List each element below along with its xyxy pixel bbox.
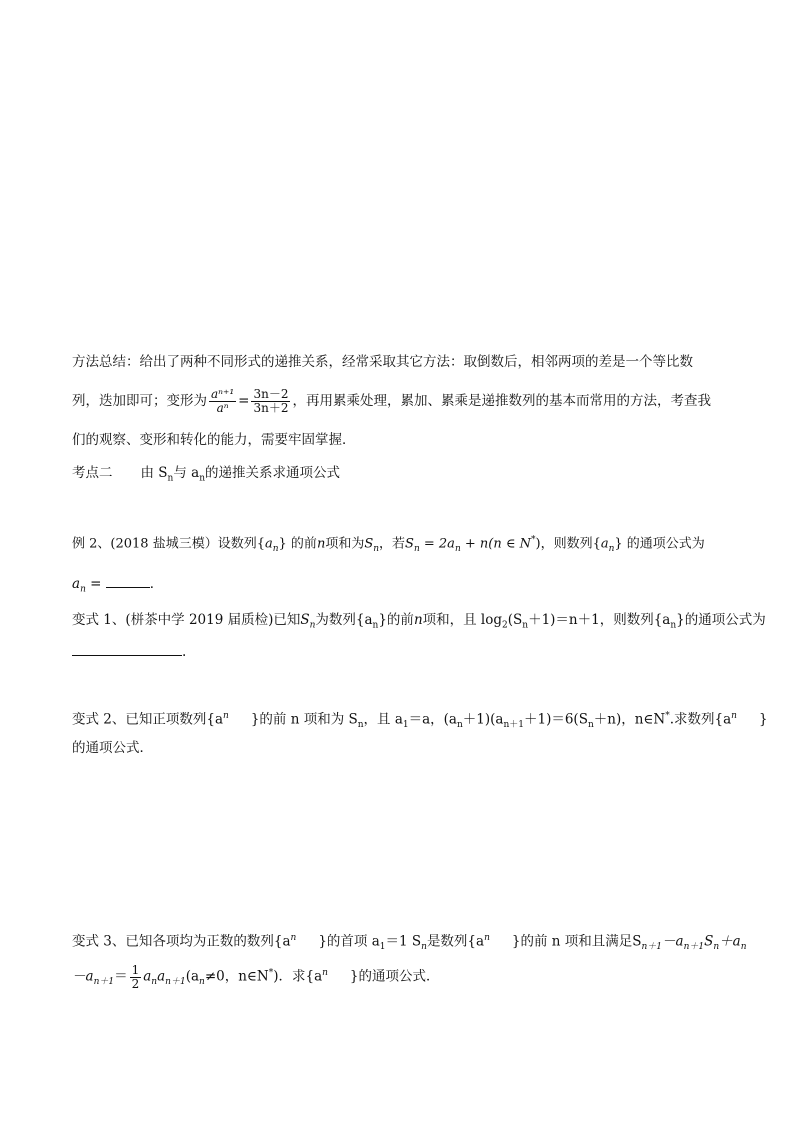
variant-text: }的通项公式．	[349, 968, 440, 985]
subscript: n	[272, 543, 279, 554]
fraction-a-ratio	[209, 388, 236, 415]
subscript: 1	[402, 720, 409, 731]
summary-line-2	[72, 386, 711, 416]
subscript: n	[713, 942, 720, 953]
variant-text: (a	[185, 968, 200, 985]
variant-text: }的前	[378, 612, 414, 628]
fraction-den: aⁿ	[216, 401, 229, 415]
superscript: n	[484, 933, 490, 943]
math-n: n	[413, 612, 423, 628]
variant-3-line-2	[72, 958, 440, 997]
variant-text: 是数列{a	[426, 933, 485, 950]
section-heading	[72, 463, 340, 489]
variant-text: －a	[662, 933, 684, 950]
subscript: n＋1	[93, 977, 115, 988]
subscript: n	[421, 942, 427, 953]
superscript: n	[290, 933, 297, 943]
variant-text: 变式 1、(栟茶中学 2019 届质检)已知	[72, 612, 301, 628]
variant-text: S	[704, 933, 714, 950]
subscript: n＋1	[683, 942, 705, 953]
variant-2-line-2: 的通项公式．	[72, 740, 153, 756]
example-text: 项和为	[325, 536, 365, 552]
fraction-num: 1	[131, 962, 140, 977]
variant-1-line-2	[72, 642, 186, 662]
example-text: } 的前	[278, 536, 317, 552]
example-text: ，则数列{	[540, 536, 601, 552]
math-a: a	[600, 536, 609, 552]
variant-text: ＋1)＝n＋1，则数列{a	[528, 612, 671, 628]
subscript: n	[372, 620, 379, 631]
subscript: n	[151, 977, 158, 988]
subscript: n	[740, 942, 747, 953]
variant-text: }的通项公式为	[676, 612, 766, 628]
fraction-one-half	[130, 964, 142, 991]
summary-line-2-b: ，再用累乘处理，累加、累乘是递推数列的基本而常用的方法，考查我	[292, 393, 711, 409]
variant-text: ＝a，(a	[408, 711, 457, 728]
variant-text: }的前 n 项和为 S	[250, 711, 358, 728]
formula: S	[405, 536, 414, 552]
equals-sign: =	[85, 576, 106, 592]
example-text: 例 2、(2018 盐城三模）设数列{	[72, 536, 265, 552]
summary-line-3: 们的观察、变形和转化的能力，需要牢固掌握．	[72, 432, 356, 448]
heading-text-pre: 由 S	[140, 465, 168, 481]
variant-text: 变式 3、已知各项均为正数的数列{a	[72, 933, 291, 950]
variant-text: a	[143, 968, 152, 985]
math-s: S	[364, 536, 374, 552]
subscript: n	[670, 620, 677, 631]
subscript: n＋1	[165, 977, 186, 988]
formula: = 2a	[419, 536, 455, 552]
fraction-den: 3n＋2	[253, 401, 289, 415]
example-2-line-1	[72, 530, 705, 559]
superscript: n	[731, 711, 737, 721]
subscript: n	[454, 543, 461, 554]
subscript: 2	[502, 620, 508, 631]
example-text: ，若	[379, 536, 406, 552]
summary-line-1: 方法总结：给出了两种不同形式的递推关系，经常采取其它方法：取倒数后，相邻两项的差是一个等比数	[72, 354, 693, 370]
superscript: *	[530, 535, 536, 545]
variant-2-line-1	[72, 706, 768, 735]
summary-line-2-a: 列，迭加即可；变形为	[72, 393, 207, 409]
answer-blank[interactable]	[106, 587, 150, 588]
fraction-3n	[251, 388, 290, 415]
variant-text: ＋n)，n∈N	[593, 711, 666, 728]
subscript: n	[413, 543, 420, 554]
subscript: n	[357, 720, 364, 731]
heading-text-mid: 与 a	[173, 465, 200, 481]
variant-text: }的前 n 项和且满足S	[511, 933, 642, 950]
variant-text: }	[758, 711, 768, 728]
formula: )	[535, 536, 541, 552]
subscript: n	[199, 977, 205, 988]
variant-text: ≠0，n∈N	[204, 968, 269, 985]
subscript: n	[373, 543, 380, 554]
math-s: S	[300, 612, 310, 628]
subscript: n＋1	[503, 720, 524, 731]
period: .	[182, 644, 187, 660]
variant-text: ＋1)＝6(S	[523, 711, 588, 728]
variant-text: .求数列{a	[669, 711, 732, 728]
subscript: n	[587, 720, 594, 731]
equals-sign: =	[238, 393, 250, 409]
subscript: n	[199, 473, 205, 484]
subscript: n	[167, 473, 174, 484]
formula: + n(n ∈ N	[460, 536, 531, 552]
variant-text: 项和，且 log	[422, 612, 503, 628]
subscript: 1	[379, 942, 386, 953]
superscript: *	[268, 968, 274, 978]
answer-blank[interactable]	[72, 655, 182, 656]
variant-text: ＋a	[719, 933, 741, 950]
variant-text: ＋1)(a	[462, 711, 504, 728]
subscript: n	[309, 620, 316, 631]
variant-text: )．求{a	[273, 968, 323, 985]
example-text: } 的通项公式为	[614, 536, 705, 552]
superscript: *	[665, 711, 670, 721]
subscript: n	[456, 720, 463, 731]
math-n: n	[316, 536, 326, 552]
subscript: n	[608, 543, 615, 554]
variant-text: 为数列{a	[315, 612, 373, 628]
variant-text: ，且 a	[363, 711, 403, 728]
superscript: n	[223, 711, 229, 721]
example-2-answer	[72, 574, 163, 600]
variant-text: ＝1 S	[385, 933, 422, 950]
variant-text: －a	[72, 968, 94, 985]
variant-3-line-1	[72, 928, 747, 957]
variant-text: }的首项 a	[318, 933, 380, 950]
fraction-num: 3n－2	[253, 387, 289, 401]
equals-sign: ＝	[114, 968, 128, 985]
subscript: n	[522, 620, 529, 631]
variant-text: a	[157, 968, 166, 985]
heading-text-post: 的递推关系求通项公式	[204, 465, 340, 481]
variant-text: 变式 2、已知正项数列{a	[72, 711, 224, 728]
fraction-num: aⁿ⁺¹	[211, 387, 235, 401]
fraction-den: 2	[131, 976, 140, 991]
period: ．	[149, 576, 164, 592]
subscript: n	[80, 584, 86, 595]
variant-1-line-1	[72, 610, 766, 636]
variant-text: (S	[507, 612, 523, 628]
math-a: a	[264, 536, 273, 552]
math-a: a	[72, 576, 81, 592]
subscript: n＋1	[641, 942, 663, 953]
heading-label: 考点二	[72, 465, 113, 481]
superscript: n	[322, 968, 328, 978]
